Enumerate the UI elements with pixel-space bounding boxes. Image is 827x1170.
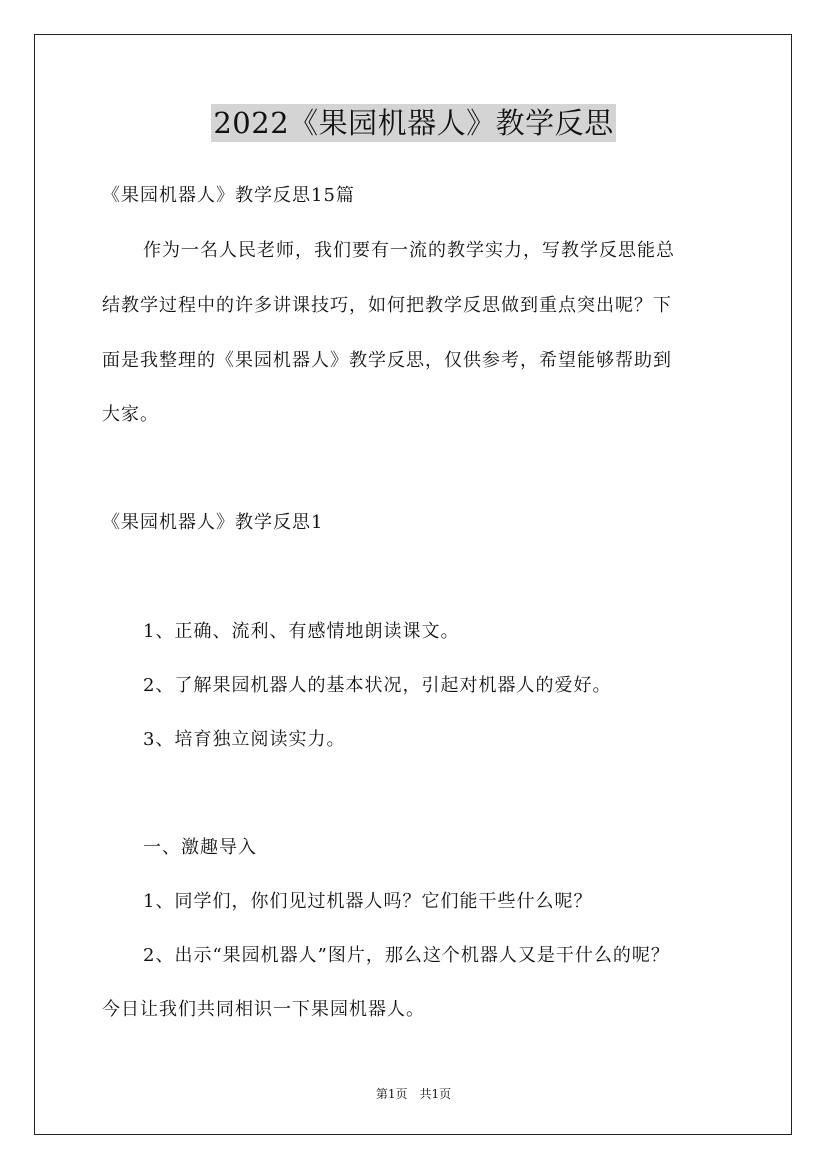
- intro-line-2: 结教学过程中的许多讲课技巧，如何把教学反思做到重点突出呢？下: [102, 295, 672, 316]
- intro-line-4: 大家。: [102, 404, 159, 425]
- title-container: [0, 104, 827, 142]
- intro-line-1: 作为一名人民老师，我们要有一流的教学实力，写教学反思能总: [143, 240, 675, 261]
- step-2-continued: 今日让我们共同相识一下果园机器人。: [102, 999, 425, 1020]
- part-heading: 一、激趣导入: [143, 837, 257, 858]
- section-heading: 《果园机器人》教学反思1: [102, 512, 324, 533]
- objective-3: 3、培育独立阅读实力。: [143, 729, 346, 750]
- document-title: 2022《果园机器人》教学反思: [213, 106, 614, 140]
- intro-line-3: 面是我整理的《果园机器人》教学反思，仅供参考，希望能够帮助到: [102, 350, 672, 371]
- step-2: 2、出示“果园机器人”图片，那么这个机器人又是干什么的呢？: [143, 945, 670, 966]
- objective-1: 1、正确、流利、有感情地朗读课文。: [143, 621, 460, 642]
- step-1: 1、同学们，你们见过机器人吗？它们能干些什么呢？: [143, 891, 593, 912]
- page-footer: 第1页 共1页: [375, 1087, 452, 1101]
- subtitle: 《果园机器人》教学反思15篇: [102, 185, 355, 206]
- objective-2: 2、了解果园机器人的基本状况，引起对机器人的爱好。: [143, 675, 612, 696]
